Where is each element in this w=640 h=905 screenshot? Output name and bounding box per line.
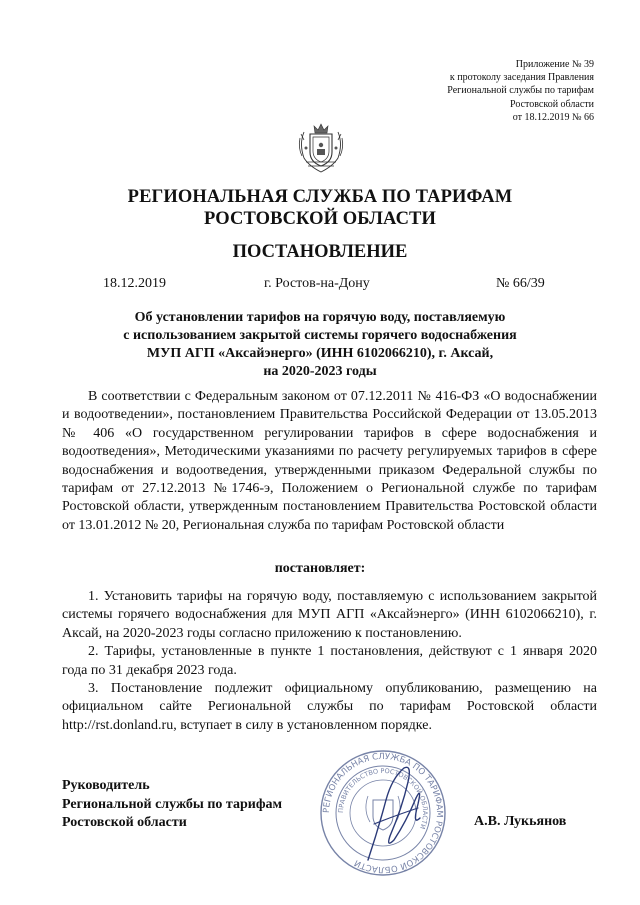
appendix-line: Ростовской области [510,98,594,110]
signer-title-line: Руководитель [62,778,150,793]
document-date: 18.12.2019 [103,276,166,291]
document-type: ПОСТАНОВЛЕНИЕ [232,242,408,262]
appendix-line: к протоколу заседания Правления [449,72,594,84]
handwritten-signature-icon [360,760,430,870]
seal-outer-text: РЕГИОНАЛЬНАЯ СЛУЖБА ПО ТАРИФАМ РОСТОВСКОЙ ОБЛАСТИ [321,751,445,875]
document-number: № 66/39 [496,276,545,291]
subject-line: на 2020-2023 годы [263,364,377,379]
subject-line: с использованием закрытой системы горячего водоснабжения [123,328,517,343]
appendix-line: Приложение № 39 [515,59,594,70]
organization-name [0,186,640,230]
resolution-item: 1. Установить тарифы на горячую воду, поставляемую с использованием закрытой системы горячего водоснабжения для МУП АГП «Аксайэнерго» (ИНН 6102066210), г. Аксай, на 2020-2023 годы согласно приложению к постановлению. [62,589,597,641]
resolution-items [62,588,597,735]
signer-name: А.В. Лукьянов [474,814,567,829]
document-city: г. Ростов-на-Дону [264,276,370,291]
resolves-heading: постановляет: [274,561,366,576]
signer-title-line: Ростовской области [62,815,187,831]
appendix-line: Региональной службы по тарифам [447,85,594,97]
signer-title-line: Региональной службы по тарифам [62,796,283,812]
preamble [62,388,597,535]
subject-line: МУП АГП «Аксайэнерго» (ИНН 6102066210), г. Аксай, [146,346,494,361]
subject-line: Об установлении тарифов на горячую воду, поставляемую [134,310,506,325]
organization-line-1: РЕГИОНАЛЬНАЯ СЛУЖБА ПО ТАРИФАМ [127,187,513,207]
signer-title [62,777,282,833]
appendix-line: от 18.12.2019 № 66 [512,111,594,123]
seal-inner-text: ПРАВИТЕЛЬСТВО РОСТОВСКОЙ ОБЛАСТИ [336,766,430,831]
document-subject [0,309,640,381]
organization-line-2: РОСТОВСКОЙ ОБЛАСТИ [204,209,436,229]
appendix-note [447,58,594,124]
preamble-paragraph: В соответствии с Федеральным законом от 07.12.2011 № 416-ФЗ «О водоснабжении и водоотведении», постановлением Правительства Российской Федерации от 13.05.2013 № 406 «О государственном регулировании тарифов в сфере водоснабжения и водоотведения», Методическими указаниями по расчету регулируемых тарифов в сфере водоснабжения и водоотведения, утвержденными приказом Федеральной службы по тарифам от 27.12.2013 №1746-э, Положением о Региональной службе по тарифам Ростовской области, утвержденным постановлением Правительства Ростовской области от 13.01.2012 № 20, Региональная служба по тарифам Ростовской области [62,389,597,533]
resolution-item: 2. Тарифы, установленные в пункте 1 постановления, действуют с 1 января 2020 года по 31 декабря 2023 года. [62,644,597,678]
coat-of-arms-icon [296,118,346,176]
resolution-item: 3. Постановление подлежит официальному опубликованию, размещению на официальном сайте Региональной службы по тарифам Ростовской области http://rst.donland.ru, вступает в силу в установленном порядке. [62,681,597,733]
